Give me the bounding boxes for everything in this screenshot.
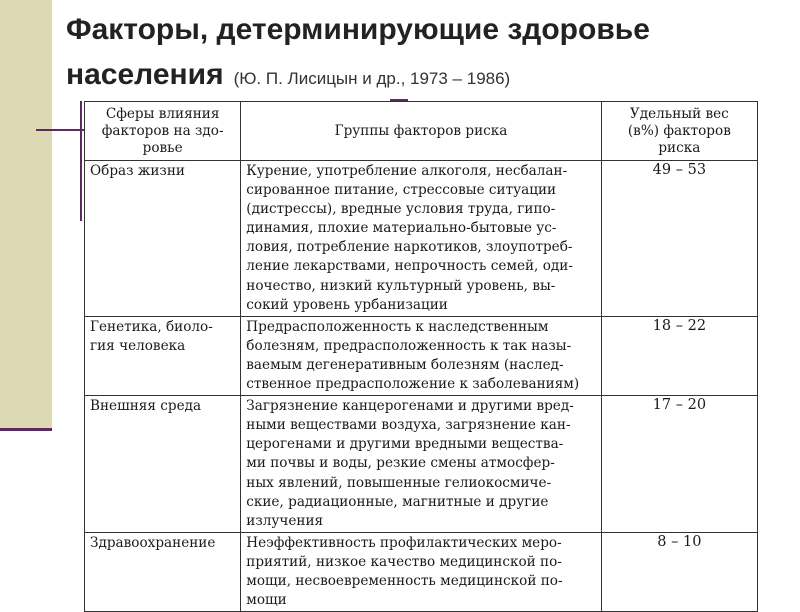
cell-text: приятий, низкое качество медицинской по- (246, 553, 562, 570)
header-text: Удельный вес (629, 105, 729, 122)
cell-area (85, 161, 241, 317)
cell-text: мощи, несвоевременность медицинской по- (246, 572, 563, 589)
header-text: Сферы влияния (105, 105, 220, 122)
cell-text: Внешняя среда (90, 398, 202, 415)
cell-text: ственное предрасположение к заболеваниям) (246, 376, 580, 393)
title-line-2 (66, 52, 786, 102)
cell-groups (241, 396, 601, 533)
cell-text: Образ жизни (90, 163, 185, 179)
table-row (85, 161, 758, 317)
cell-text: ми почвы и воды, резкие смены атмосфер- (246, 455, 555, 472)
cell-text: Генетика, биоло- (90, 318, 213, 335)
cell-text: динамия, плохие материально-бытовые ус- (246, 220, 557, 237)
cell-text: Предрасположенность к наследственным (246, 318, 549, 335)
cell-text: Загрязнение канцерогенами и другими вред- (246, 398, 574, 415)
title-subtitle: (Ю. П. Лисицын и др., 1973 – 1986) (233, 69, 511, 88)
slide-title (66, 8, 786, 102)
header-groups (241, 102, 601, 161)
cell-text: ваемым дегенеративным болезням (наслед- (246, 356, 564, 373)
cell-text: Здравоохранение (90, 534, 216, 551)
cell-groups (241, 161, 601, 317)
table-row (85, 396, 758, 533)
risk-factors-table (84, 101, 758, 612)
cell-text: ными веществами воздуха, загрязнение кан- (246, 417, 571, 434)
cell-groups (241, 316, 601, 395)
header-text: (в%) факторов (627, 122, 731, 139)
table-header-row (85, 102, 758, 161)
cell-weight: 8 – 10 (601, 532, 757, 611)
cell-weight: 17 – 20 (601, 396, 757, 533)
decorative-accent-line (36, 129, 84, 131)
cell-area (85, 316, 241, 395)
header-spheres (85, 102, 241, 161)
header-text: факторов на здо- (101, 122, 224, 139)
cell-text: болезням, предрасположенность к так назы- (246, 337, 572, 354)
cell-text: ловия, потребление наркотиков, злоупотреб- (246, 239, 573, 256)
cell-text: гия человека (90, 337, 186, 354)
cell-text: ночество, низкий культурный уровень, вы- (246, 277, 556, 294)
decorative-accent-vertical (80, 101, 82, 221)
cell-text: сокий уровень урбанизации (246, 296, 448, 313)
cell-text: излучения (246, 512, 324, 529)
cell-text: Неэффективность профилактических меро- (246, 534, 562, 551)
cell-text: Курение, употребление алкоголя, несбалан- (246, 163, 568, 179)
cell-text: ных явлений, повышенные гелиокосмиче- (246, 474, 552, 491)
cell-text: (дистрессы), вредные условия труда, гипо- (246, 201, 556, 218)
cell-text: мощи (246, 592, 287, 609)
decorative-side-bar (0, 0, 52, 430)
cell-text: церогенами и другими вредными вещества- (246, 436, 564, 453)
cell-weight: 49 – 53 (601, 161, 757, 317)
title-line-1: Факторы, детерминирующие здоровье (66, 13, 650, 46)
decorative-side-line (0, 428, 52, 431)
title-line-2-text: населения (66, 58, 224, 91)
cell-text: ление лекарствами, непрочность семей, оди- (246, 258, 573, 275)
table-row (85, 316, 758, 395)
header-text: риска (658, 139, 701, 156)
header-text: ровье (142, 139, 183, 156)
cell-text: сированное питание, стрессовые ситуации (246, 182, 557, 199)
header-weight (601, 102, 757, 161)
cell-weight: 18 – 22 (601, 316, 757, 395)
cell-text: ские, радиационные, магнитные и другие (246, 493, 549, 510)
cell-area (85, 396, 241, 533)
header-text: Группы факторов риска (334, 122, 508, 139)
